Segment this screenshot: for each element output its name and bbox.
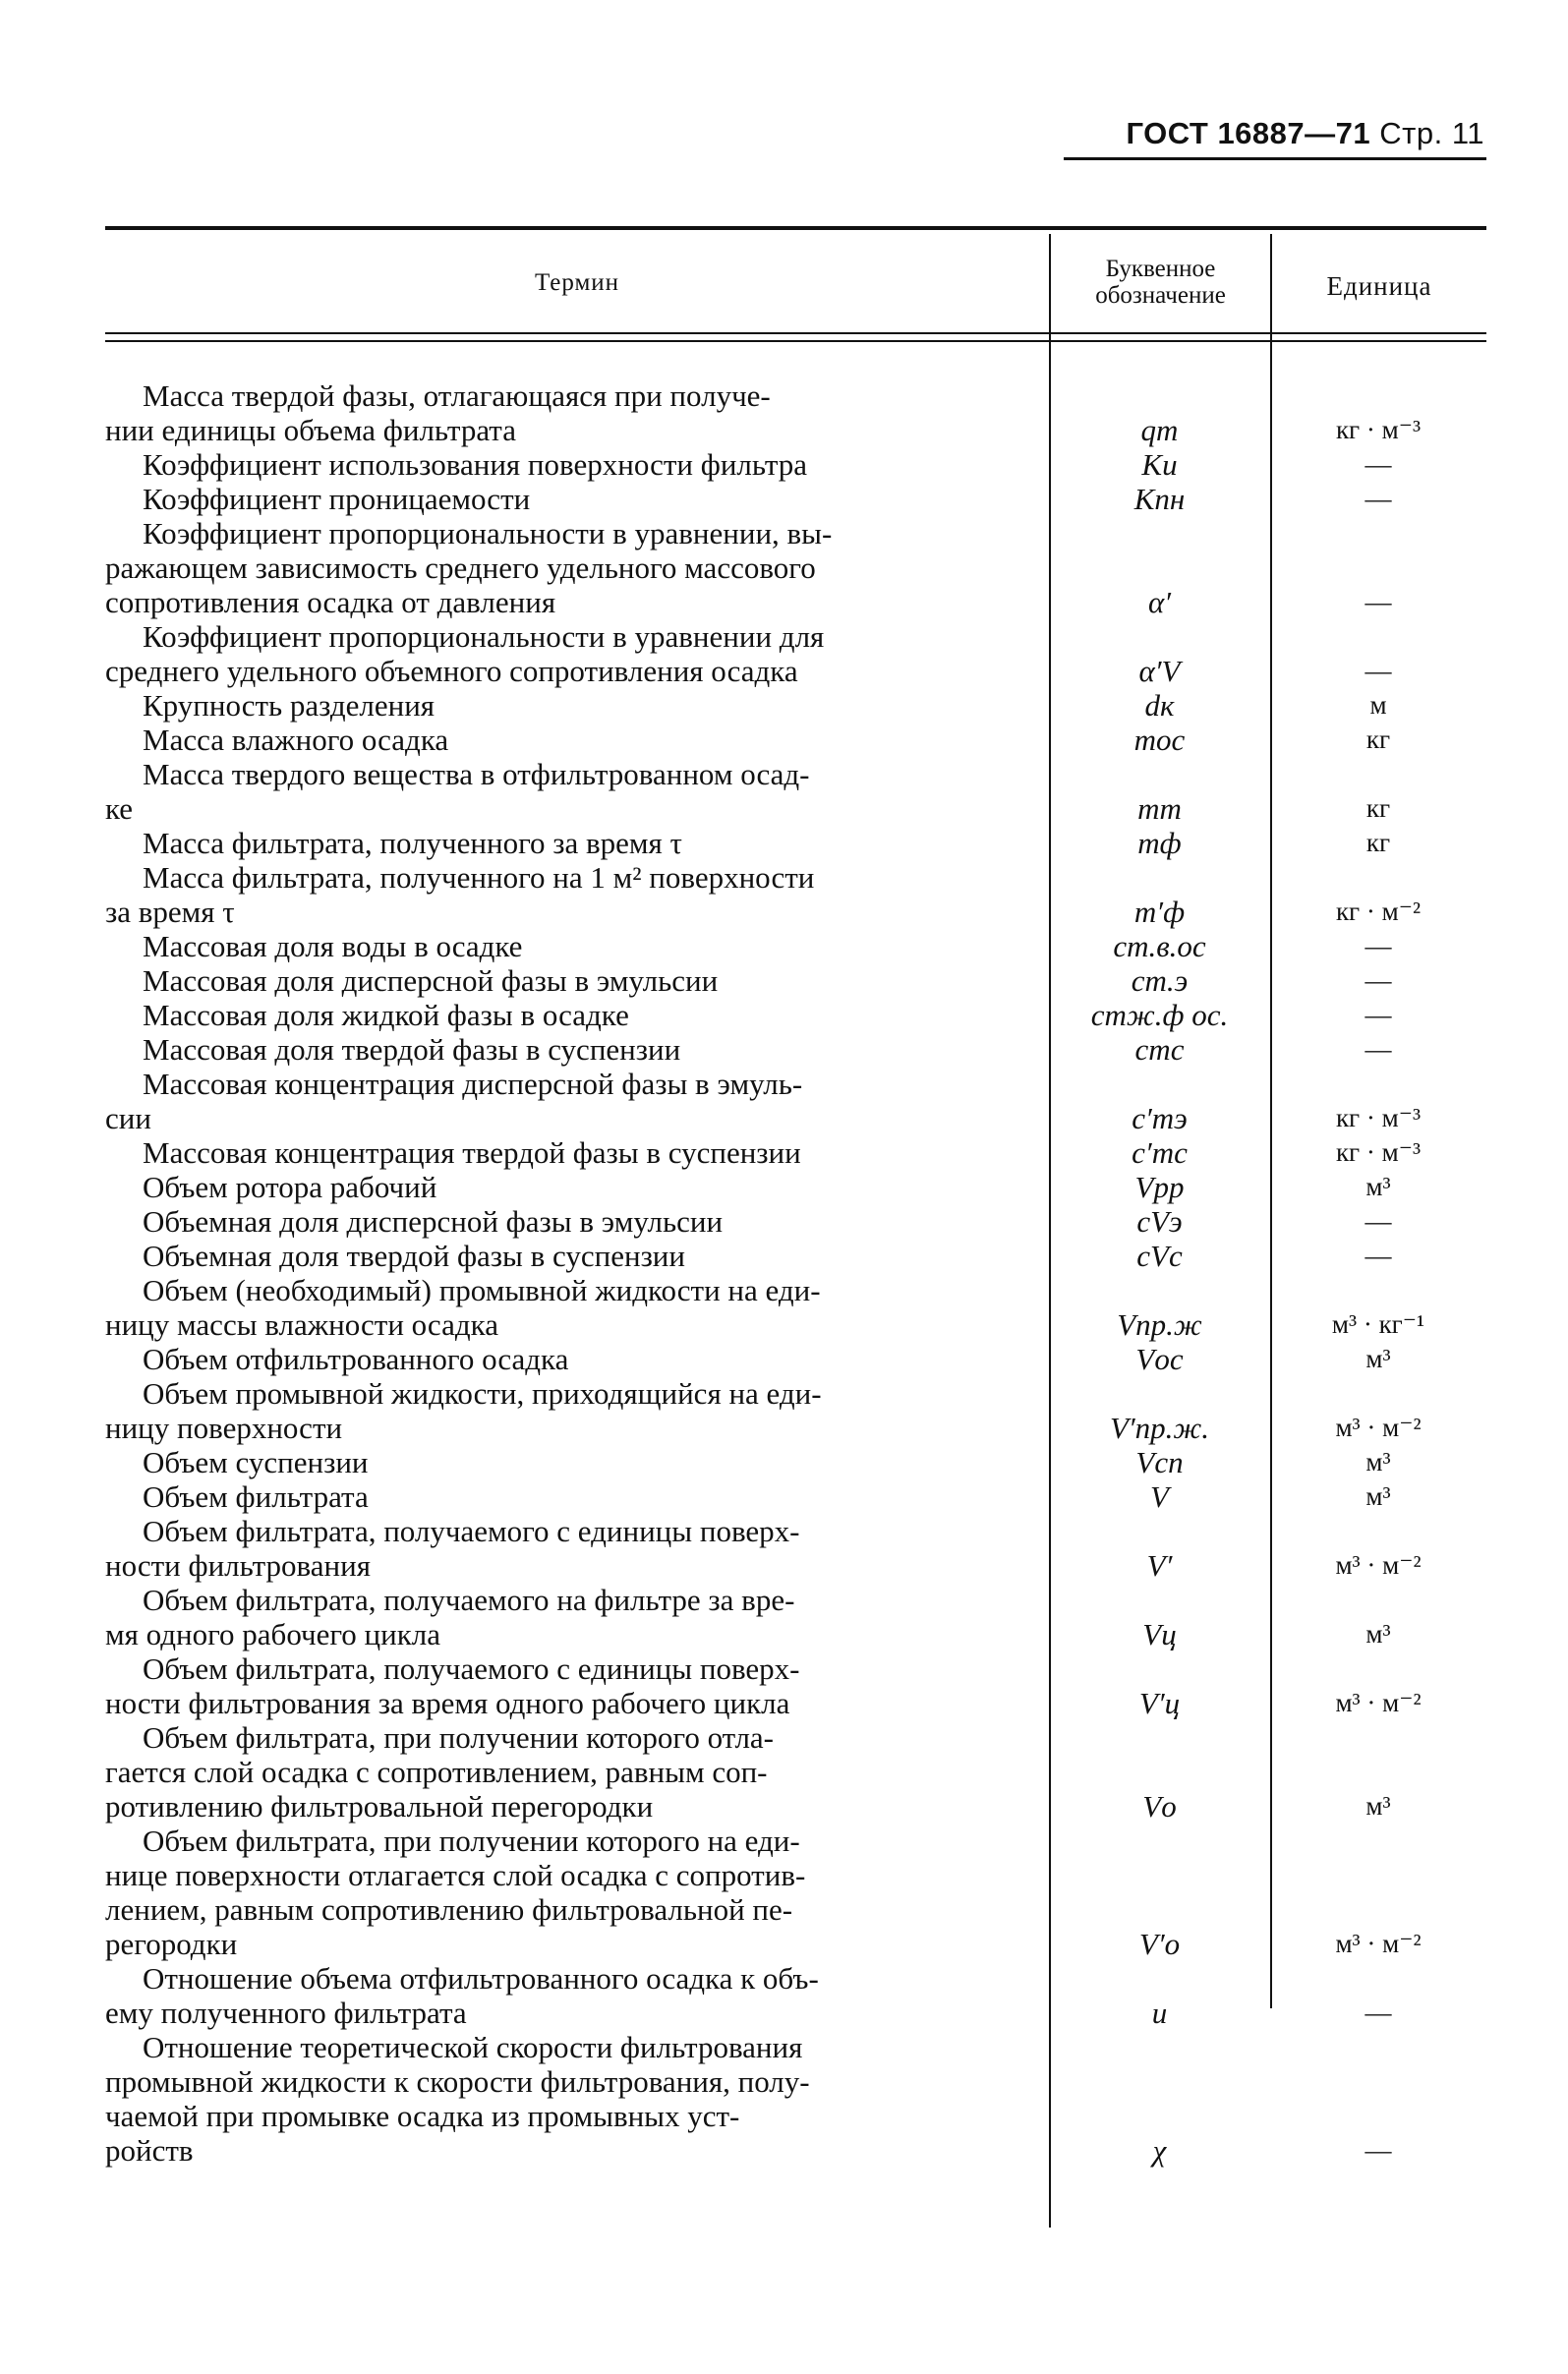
unit-cell: м³ [1365,1447,1391,1477]
term-cell [105,1204,1049,1239]
unit-cell: — [1365,1034,1392,1064]
term-line: Масса твердой фазы, отлагающаяся при получе- [143,378,771,413]
term-line: Коэффициент пропорциональности в уравнении, вы- [143,516,833,550]
symbol-cell: Vо [1142,1789,1177,1824]
term-line: ротивлению фильтровальной перегородки [105,1789,654,1824]
term-cell [105,757,1049,826]
page-number: Стр. 11 [1379,116,1484,150]
unit-cell: м³ · м⁻² [1335,1550,1422,1580]
table-row [105,1651,1486,1720]
symbol-cell: c′mс [1132,1135,1188,1170]
term-line: Масса фильтрата, полученного за время τ [143,826,683,860]
symbol-cell: α′ [1147,585,1172,619]
symbol-cell: u [1151,1996,1168,2030]
term-line: Массовая доля жидкой фазы в осадке [143,998,629,1032]
term-cell [105,1273,1049,1342]
unit-cell: м³ [1365,1481,1391,1511]
term-cell [105,1514,1049,1583]
standard-number: ГОСТ 16887—71 [1126,116,1371,150]
term-line: Объем (необходимый) промывной жидкости на еди- [143,1273,821,1307]
term-cell [105,723,1049,757]
term-line: ражающем зависимость среднего удельного массового [105,550,816,585]
table-row [105,757,1486,826]
symbol-cell: dк [1144,688,1175,723]
term-line: гается слой осадка с сопротивлением, равным соп- [105,1755,768,1789]
table-row [105,1135,1486,1170]
term-line: регородки [105,1927,238,1961]
table-row [105,482,1486,516]
unit-cell: — [1365,1998,1392,2027]
term-cell [105,929,1049,963]
term-line: Объем фильтрата, при получении которого отла- [143,1720,774,1755]
term-line: Массовая концентрация твердой фазы в суспензии [143,1135,801,1170]
term-line: Масса фильтрата, полученного на 1 м² поверхности [143,860,815,895]
table-top-rule [105,226,1486,230]
term-line: промывной жидкости к скорости фильтрования, полу- [105,2064,810,2099]
symbol-cell: Vпр.ж [1117,1307,1202,1342]
table-row [105,723,1486,757]
term-line: Объем промывной жидкости, приходящийся на еди- [143,1376,822,1411]
unit-cell: — [1365,1241,1392,1270]
table-row [105,2030,1486,2168]
symbol-cell: mт [1137,791,1182,826]
symbol-cell: cVс [1136,1239,1183,1273]
term-line: ке [105,791,134,826]
term-line: нии единицы объема фильтрата [105,413,516,447]
term-line: Объем фильтрата [143,1479,369,1514]
symbol-cell: Kпн [1133,482,1186,516]
term-cell [105,1824,1049,1961]
symbol-cell: Vрр [1134,1170,1185,1204]
table-row [105,1376,1486,1445]
term-line: Объем фильтрата, получаемого на фильтре за вре- [143,1583,795,1617]
unit-cell: м³ [1365,1619,1391,1649]
table-row [105,1720,1486,1824]
term-line: Коэффициент использования поверхности фильтра [143,447,808,482]
table-row [105,516,1486,619]
term-line: нице поверхности отлагается слой осадка с сопротив- [105,1858,806,1892]
symbol-cell: V′пр.ж. [1109,1411,1210,1445]
terms-table [105,226,1486,2233]
unit-cell: м [1369,690,1387,720]
term-line: Массовая концентрация дисперсной фазы в эмуль- [143,1067,803,1101]
table-row [105,998,1486,1032]
table-row [105,378,1486,447]
unit-cell: м³ · кг⁻¹ [1331,1309,1425,1339]
unit-cell: м³ · м⁻² [1335,1688,1422,1717]
term-line: мя одного рабочего цикла [105,1617,441,1651]
term-cell [105,1376,1049,1445]
term-cell [105,2030,1049,2168]
symbol-cell: cm.э [1131,963,1189,998]
symbol-cell: Vц [1142,1617,1177,1651]
term-cell [105,1961,1049,2030]
term-line: Объем фильтрата, получаемого с единицы поверх- [143,1651,800,1686]
unit-cell: кг [1365,793,1391,823]
term-line: ности фильтрования за время одного рабочего цикла [105,1686,790,1720]
term-cell [105,1135,1049,1170]
unit-cell: кг [1365,724,1391,754]
term-cell [105,1445,1049,1479]
term-line: Масса влажного осадка [143,723,449,757]
table-row [105,1342,1486,1376]
table-row [105,826,1486,860]
unit-cell: — [1365,449,1392,479]
term-cell [105,1239,1049,1273]
term-line: сии [105,1101,151,1135]
symbol-cell: V [1150,1479,1169,1514]
unit-cell: м³ [1365,1344,1391,1373]
symbol-cell: m′ф [1133,895,1186,929]
table-row [105,1445,1486,1479]
term-cell [105,1479,1049,1514]
symbol-cell: Kи [1141,447,1178,482]
term-line: Объем фильтрата, получаемого с единицы поверх- [143,1514,800,1548]
table-row [105,963,1486,998]
symbol-cell: χ [1152,2133,1167,2168]
term-cell [105,482,1049,516]
header-underline [1064,157,1486,160]
symbol-cell: cmж.ф ос. [1090,998,1229,1032]
symbol-cell: cmс [1134,1032,1185,1067]
unit-cell: — [1365,1000,1392,1029]
term-line: Отношение теоретической скорости фильтрования [143,2030,803,2064]
symbol-cell: mос [1133,723,1186,757]
symbol-cell: qт [1140,413,1179,447]
table-row [105,1273,1486,1342]
term-line: Объемная доля дисперсной фазы в эмульсии [143,1204,724,1239]
symbol-cell: V′ц [1138,1686,1181,1720]
unit-cell: кг · м⁻³ [1335,415,1422,444]
table-body [105,378,1486,2168]
term-line: среднего удельного объемного сопротивления осадка [105,654,798,688]
term-cell [105,447,1049,482]
symbol-cell: V′о [1138,1927,1181,1961]
term-line: ницу поверхности [105,1411,343,1445]
unit-cell: кг · м⁻² [1335,897,1422,926]
symbol-cell: α′V [1138,654,1181,688]
table-row [105,1961,1486,2030]
table-row [105,860,1486,929]
term-cell [105,688,1049,723]
term-cell [105,963,1049,998]
table-row [105,1170,1486,1204]
table-row [105,1824,1486,1961]
column-header-unit: Единица [1326,271,1432,301]
table-row [105,929,1486,963]
table-row [105,447,1486,482]
term-cell [105,378,1049,447]
term-line: лением, равным сопротивлению фильтровальной пе- [105,1892,793,1927]
unit-cell: м³ · м⁻² [1335,1929,1422,1958]
symbol-cell: mф [1137,826,1182,860]
term-line: Коэффициент проницаемости [143,482,531,516]
term-line: Отношение объема отфильтрованного осадка к объ- [143,1961,819,1996]
header-rule-top [105,332,1486,334]
page-header [1062,116,1484,151]
symbol-cell: Vсп [1135,1445,1184,1479]
unit-cell: — [1365,587,1392,616]
term-line: Объем суспензии [143,1445,369,1479]
unit-cell: кг · м⁻³ [1335,1137,1422,1167]
term-line: ницу массы влажности осадка [105,1307,498,1342]
table-row [105,1067,1486,1135]
term-cell [105,826,1049,860]
symbol-cell: cm.в.ос [1113,929,1206,963]
term-line: Объем отфильтрованного осадка [143,1342,569,1376]
term-line: Массовая доля воды в осадке [143,929,523,963]
unit-cell: кг [1365,828,1391,857]
term-line: ройств [105,2133,194,2168]
column-header-term: Термин [534,269,620,296]
table-row [105,1032,1486,1067]
term-line: Объемная доля твердой фазы в суспензии [143,1239,685,1273]
symbol-cell: cVэ [1136,1204,1183,1239]
term-cell [105,1067,1049,1135]
term-cell [105,860,1049,929]
term-line: за время τ [105,895,235,929]
term-cell [105,516,1049,619]
unit-cell: м³ · м⁻² [1335,1413,1422,1442]
table-row [105,1479,1486,1514]
term-cell [105,1651,1049,1720]
term-line: Коэффициент пропорциональности в уравнении для [143,619,825,654]
term-line: Массовая доля дисперсной фазы в эмульсии [143,963,719,998]
term-cell [105,619,1049,688]
term-cell [105,1720,1049,1824]
term-cell [105,1170,1049,1204]
unit-cell: — [1365,965,1392,995]
header-rule-bottom [105,340,1486,342]
term-line: чаемой при промывке осадка из промывных уст- [105,2099,740,2133]
symbol-cell: c′mэ [1132,1101,1188,1135]
table-row [105,619,1486,688]
term-line: Масса твердого вещества в отфильтрованном осад- [143,757,810,791]
term-line: ему полученного фильтрата [105,1996,467,2030]
unit-cell: — [1365,1206,1392,1236]
symbol-cell: Vос [1135,1342,1184,1376]
term-line: Объем ротора рабочий [143,1170,437,1204]
term-line: Крупность разделения [143,688,436,723]
unit-cell: кг · м⁻³ [1335,1103,1422,1132]
table-row [105,688,1486,723]
unit-cell: — [1365,931,1392,960]
table-row [105,1204,1486,1239]
term-cell [105,1583,1049,1651]
term-cell [105,998,1049,1032]
unit-cell: — [1365,484,1392,513]
unit-cell: м³ [1365,1172,1391,1201]
column-header-symbol: Буквенное обозначение [1095,256,1226,309]
unit-cell: — [1365,656,1392,685]
term-cell [105,1342,1049,1376]
term-line: ности фильтрования [105,1548,371,1583]
term-cell [105,1032,1049,1067]
term-line: Объем фильтрата, при получении которого на еди- [143,1824,800,1858]
term-line: Массовая доля твердой фазы в суспензии [143,1032,681,1067]
table-row [105,1514,1486,1583]
table-row [105,1239,1486,1273]
symbol-cell: V′ [1146,1548,1173,1583]
table-row [105,1583,1486,1651]
unit-cell: м³ [1365,1791,1391,1821]
term-line: сопротивления осадка от давления [105,585,556,619]
unit-cell: — [1365,2135,1392,2165]
